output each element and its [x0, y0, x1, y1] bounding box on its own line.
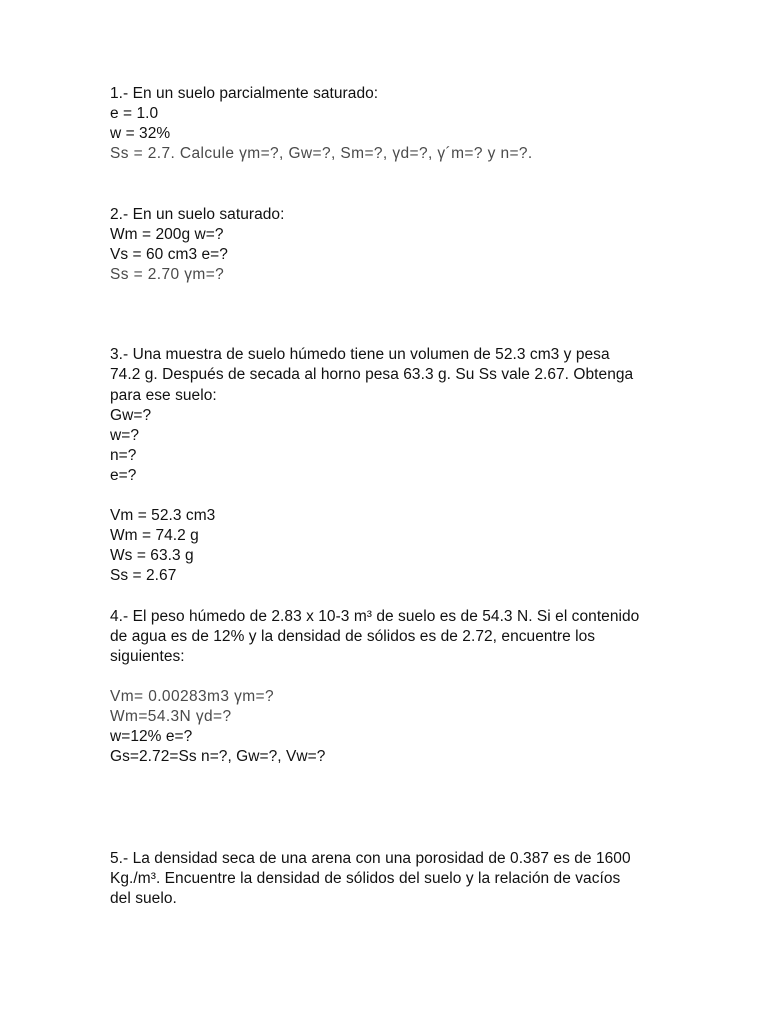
problem-3-unknown: n=?	[110, 447, 137, 464]
problem-3-data: Ws = 63.3 g	[110, 547, 194, 564]
problem-4-statement-line: de agua es de 12% y la densidad de sólidos es de 2.72, encuentre los	[110, 628, 596, 645]
problem-4-data: Gs=2.72=Ss n=?, Gw=?, Vw=?	[110, 748, 326, 765]
problem-3-data: Vm = 52.3 cm3	[110, 507, 216, 524]
problem-3-unknown: w=?	[110, 427, 140, 444]
problem-3-data: Ss = 2.67	[110, 567, 177, 584]
problem-2-line: Wm = 200g w=?	[110, 226, 224, 243]
problem-5-statement-line: del suelo.	[110, 890, 177, 907]
problem-4-data: w=12% e=?	[110, 728, 193, 745]
problem-1-heading: 1.- En un suelo parcialmente saturado:	[110, 85, 379, 102]
problem-5-statement-line: 5.- La densidad seca de una arena con una porosidad de 0.387 es de 1600	[110, 850, 631, 867]
problem-3-data: Wm = 74.2 g	[110, 527, 199, 544]
problem-4-statement-line: siguientes:	[110, 648, 185, 665]
problem-2-question: Ss = 2.70 γm=?	[110, 266, 225, 283]
problem-4-statement-line: 4.- El peso húmedo de 2.83 x 10-3 m³ de suelo es de 54.3 N. Si el contenido	[110, 608, 640, 625]
problem-3-unknown: e=?	[110, 467, 137, 484]
problem-1-line: w = 32%	[110, 125, 171, 142]
problem-3-statement-line: 74.2 g. Después de secada al horno pesa 63.3 g. Su Ss vale 2.67. Obtenga	[110, 366, 634, 383]
problem-3-statement-line: para ese suelo:	[110, 387, 217, 404]
problem-4-data: Vm= 0.00283m3 γm=?	[110, 688, 275, 705]
problem-3-unknown: Gw=?	[110, 407, 152, 424]
problem-2-heading: 2.- En un suelo saturado:	[110, 206, 285, 223]
problem-1-question: Ss = 2.7. Calcule γm=?, Gw=?, Sm=?, γd=?, γ´m=? y n=?.	[110, 145, 533, 162]
problem-2-line: Vs = 60 cm3 e=?	[110, 246, 228, 263]
problem-4-data: Wm=54.3N γd=?	[110, 708, 232, 725]
problem-1-line: e = 1.0	[110, 105, 159, 122]
problem-3-statement-line: 3.- Una muestra de suelo húmedo tiene un volumen de 52.3 cm3 y pesa	[110, 346, 610, 363]
problem-5-statement-line: Kg./m³. Encuentre la densidad de sólidos del suelo y la relación de vacíos	[110, 870, 621, 887]
